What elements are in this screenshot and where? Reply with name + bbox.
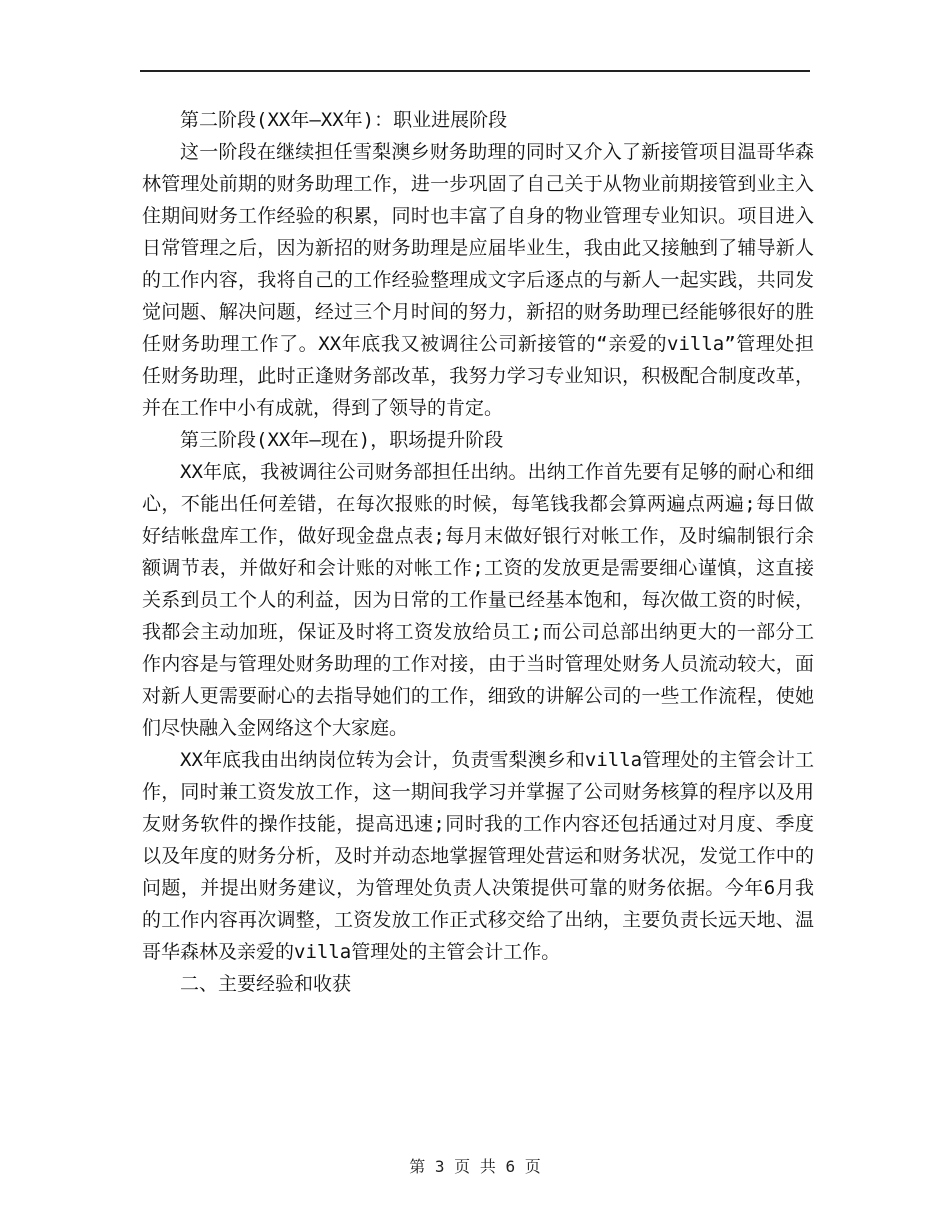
section-heading-experience: 二、主要经验和收获 bbox=[180, 973, 352, 995]
header-rule bbox=[140, 70, 810, 72]
section-heading-stage-three: 第三阶段(XX年—现在)，职场提升阶段 bbox=[180, 429, 504, 451]
paragraph-accountant: XX年底我由出纳岗位转为会计，负责雪梨澳乡和villa管理处的主管会计工作，同时兼工资发放工作，这一期间我学习并掌握了公司财务核算的程序以及用友财务软件的操作技能，提高迅速;同时我的工作内容还包括通过对月度、季度以及年度的财务分析，及时并动态地掌握管理处营运和财务状况，发觉工作中的问题，并提出财务建议，为管理处负责人决策提供可靠的财务依据。今年6月我的工作内容再次调整，工资发放工作正式移交给了出纳，主要负责长远天地、温哥华森林及亲爱的villa管理处的主管会计工作。 bbox=[142, 749, 814, 963]
paragraph-cashier: XX年底，我被调往公司财务部担任出纳。出纳工作首先要有足够的耐心和细心，不能出任何差错，在每次报账的时候，每笔钱我都会算两遍点两遍;每日做好结帐盘库工作，做好现金盘点表;每月末做好银行对帐工作，及时编制银行余额调节表，并做好和会计账的对帐工作;工资的发放更是需要细心谨慎，这直接关系到员工个人的利益，因为日常的工作量已经基本饱和，每次做工资的时候，我都会主动加班，保证及时将工资发放给员工;而公司总部出纳更大的一部分工作内容是与管理处财务助理的工作对接，由于当时管理处财务人员流动较大，面对新人更需要耐心的去指导她们的工作，细致的讲解公司的一些工作流程，使她们尽快融入金网络这个大家庭。 bbox=[142, 461, 814, 739]
page-number-footer: 第 3 页 共 6 页 bbox=[409, 1157, 541, 1176]
document-body bbox=[142, 104, 814, 1000]
section-heading-stage-two: 第二阶段(XX年—XX年)：职业进展阶段 bbox=[180, 109, 508, 131]
paragraph-stage-two: 这一阶段在继续担任雪梨澳乡财务助理的同时又介入了新接管项目温哥华森林管理处前期的财务助理工作，进一步巩固了自己关于从物业前期接管到业主入住期间财务工作经验的积累，同时也丰富了自身的物业管理专业知识。项目进入日常管理之后，因为新招的财务助理是应届毕业生，我由此又接触到了辅导新人的工作内容，我将自己的工作经验整理成文字后逐点的与新人一起实践，共同发觉问题、解决问题，经过三个月时间的努力，新招的财务助理已经能够很好的胜任财务助理工作了。XX年底我又被调往公司新接管的“亲爱的villa”管理处担任财务助理，此时正逢财务部改革，我努力学习专业知识，积极配合制度改革，并在工作中小有成就，得到了领导的肯定。 bbox=[142, 141, 814, 419]
